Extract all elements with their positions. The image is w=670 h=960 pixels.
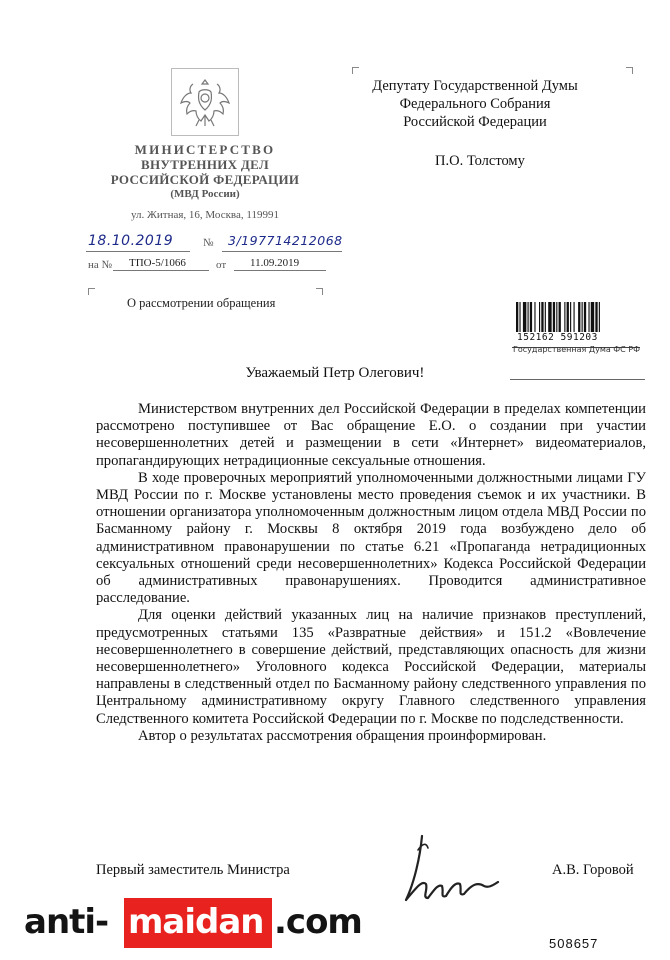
ref-date: 11.09.2019 xyxy=(250,257,300,269)
handwritten-date: 18.10.2019 xyxy=(88,233,174,249)
ministry-address: ул. Житная, 16, Москва, 119991 xyxy=(131,209,279,221)
ministry-line-4: (МВД России) xyxy=(170,188,240,200)
recipient-name: П.О. Толстому xyxy=(435,153,525,169)
barcode-number: 152162 591203 xyxy=(516,332,633,343)
ministry-name xyxy=(100,142,310,202)
ref-number: ТПО-5/1066 xyxy=(129,257,186,269)
ministry-line-3: РОССИЙСКОЙ ФЕДЕРАЦИИ xyxy=(110,172,300,187)
body-paragraph-3: Для оценки действий указанных лиц на наличие признаков преступлений, предусмотренных статьями 135 «Развратные действия» и 151.2 «Вовлечение несовершеннолетнего в совершение действий, представляющих опасность для жизни несовершеннолетнего» Уголовного кодекса Российской Федерации, материалы направлены в следственный отдел по Басманному району следственного управления по Центральному административному округу Главного следственного управления Следственного комитета Российской Федерации по г. Москве по подследственности. xyxy=(96,607,646,727)
greeting: Уважаемый Петр Олегович! xyxy=(245,365,425,381)
logo-part-anti: anti- xyxy=(24,902,109,942)
addressee-block xyxy=(360,77,590,131)
logo-part-com: .com xyxy=(274,902,362,942)
ref-date-underline xyxy=(234,270,326,271)
number-label: № xyxy=(203,237,214,249)
ref-number-label: на № xyxy=(88,259,113,271)
anti-maidan-logo xyxy=(24,898,362,948)
document-number: 508657 xyxy=(549,936,599,951)
signatory-position: Первый заместитель Министра xyxy=(96,862,290,878)
addressee-corner-tr xyxy=(626,67,633,74)
addressee-line-2: Федерального Собрания xyxy=(399,96,551,112)
handwritten-signature-icon xyxy=(392,828,512,908)
double-headed-eagle-icon xyxy=(171,68,239,136)
addressee-line-3: Российской Федерации xyxy=(403,114,547,130)
addressee-line-1: Депутату Государственной Думы xyxy=(372,78,578,94)
logo-part-maidan: maidan xyxy=(128,902,264,942)
subject-corner-tl xyxy=(88,288,95,295)
subject-corner-tr xyxy=(316,288,323,295)
barcode-caption: Государственная Дума ФС РФ xyxy=(513,345,641,354)
ministry-line-1: МИНИСТЕРСТВО xyxy=(134,142,276,157)
handwritten-number: 3/197714212068 xyxy=(228,233,343,248)
signatory-name: А.В. Горовой xyxy=(552,862,634,878)
body-paragraph-1: Министерством внутренних дел Российской Федерации в пределах компетенции рассмотрено поступившее от Вас обращение Е.О. о создании при участии несовершеннолетних детей и размещении в сети «Интернет» видеоматериалов, пропагандирующих нетрадиционные сексуальные отношения. xyxy=(96,401,646,469)
number-underline xyxy=(222,251,342,252)
ref-number-underline xyxy=(113,270,209,271)
body-paragraph-4: Автор о результатах рассмотрения обращения проинформирован. xyxy=(138,727,547,744)
ministry-line-2: ВНУТРЕННИХ ДЕЛ xyxy=(141,157,269,172)
letter-subject: О рассмотрении обращения xyxy=(127,296,276,310)
ref-date-label: от xyxy=(216,259,227,271)
letter-body xyxy=(96,401,646,745)
date-underline xyxy=(86,251,190,252)
addressee-corner-tl xyxy=(352,67,359,74)
body-paragraph-2: В ходе проверочных мероприятий уполномоченными должностными лицами ГУ МВД России по г. Москве установлены место проведения съемок и их участники. В отношении организатора уполномоченным должностным лицом отдела МВД России по Басманному району г. Москвы 8 октября 2019 года возбуждено дело об административном правонарушении по статье 6.21 «Пропаганда нетрадиционных сексуальных отношений среди несовершеннолетних» Кодекса Российской Федерации об административных правонарушениях. Проводится административное расследование. xyxy=(96,469,646,607)
